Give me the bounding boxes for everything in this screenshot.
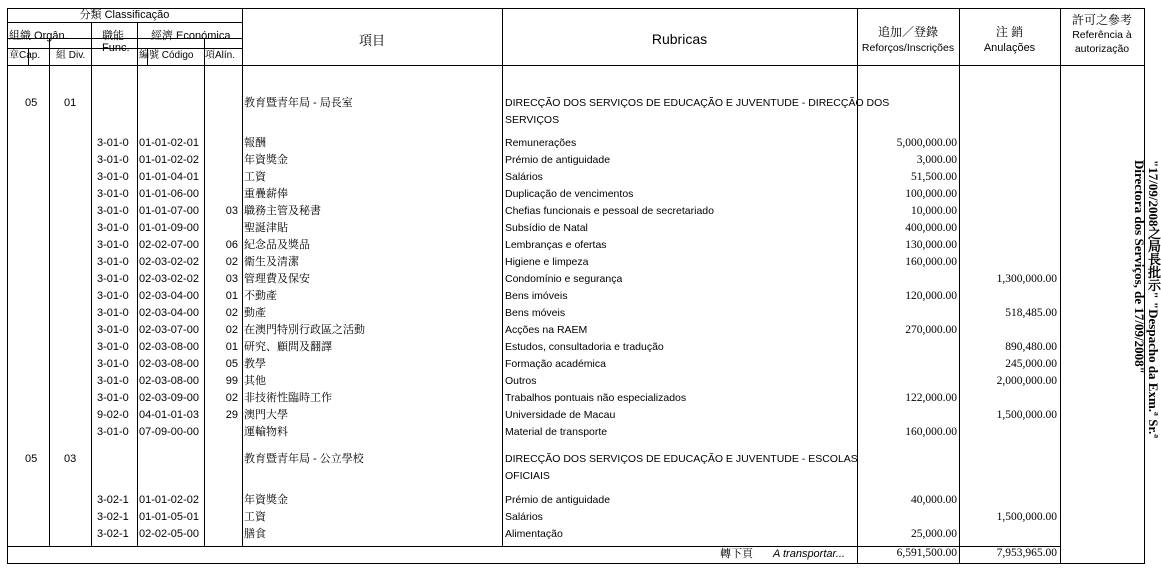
cell-reforcos: 160,000.00 (905, 256, 957, 268)
cell-item-zh: 研究、顧問及翻譯 (244, 341, 332, 353)
header-ref-pt2: autorização (1074, 43, 1130, 55)
cell-rubrica: Remunerações (505, 137, 577, 149)
cell-code: 01-01-09-00 (139, 222, 199, 234)
cell-item-zh: 紀念品及獎品 (244, 239, 310, 251)
header-organ: 組織 Orgân. (9, 30, 68, 42)
header-reforcos-zh: 追加／登錄 (877, 25, 938, 39)
cell-reforcos: 270,000.00 (905, 324, 957, 336)
header-reforcos-pt: Reforços/Inscrições (861, 42, 955, 54)
header-rubricas: Rubricas (651, 31, 708, 47)
cell-code: 02-03-07-00 (139, 324, 199, 336)
cell-alin: 05 (225, 358, 238, 370)
vline-div (91, 22, 92, 547)
cell-item-zh: 年資獎金 (244, 494, 288, 506)
cell-func: 3-02-1 (97, 494, 129, 506)
cell-anulacoes: 1,500,000.00 (996, 511, 1057, 523)
footer-total-anulacoes: 7,953,965.00 (996, 547, 1057, 559)
cell-rubrica: Acções na RAEM (505, 324, 588, 336)
header-alin: 項Alín. (205, 50, 236, 61)
cell-item-zh: 其他 (244, 375, 266, 387)
cell-func: 3-01-0 (97, 290, 129, 302)
header-classificacao: 分類 Classificação (79, 9, 170, 21)
section-title-pt2: OFICIAIS (505, 470, 550, 482)
footer-total-reforcos: 6,591,500.00 (896, 547, 957, 559)
section-div: 01 (64, 97, 77, 109)
vline-cap (49, 38, 50, 547)
cell-func: 3-01-0 (97, 137, 129, 149)
cell-rubrica: Trabalhos pontuais não especializados (505, 392, 687, 404)
cell-reforcos: 122,000.00 (905, 392, 957, 404)
cell-code: 01-01-06-00 (139, 188, 199, 200)
header-cap: 章Cap. (9, 50, 41, 61)
header-economica: 經濟 Económica (151, 30, 231, 42)
cell-rubrica: Prémio de antiguidade (505, 154, 611, 166)
cell-func: 3-01-0 (97, 154, 129, 166)
cell-func: 3-02-1 (97, 511, 129, 523)
cell-rubrica: Salários (505, 171, 543, 183)
cell-alin: 06 (225, 239, 238, 251)
cell-item-zh: 報酬 (244, 137, 266, 149)
section-title-pt2: SERVIÇOS (505, 114, 560, 126)
cell-func: 3-01-0 (97, 324, 129, 336)
cell-func: 3-01-0 (97, 273, 129, 285)
header-anulacoes-zh: 注 銷 (995, 25, 1024, 39)
cell-alin: 03 (225, 205, 238, 217)
cell-item-zh: 不動產 (244, 290, 277, 302)
cell-rubrica: Material de transporte (505, 426, 608, 438)
cell-item-zh: 澳門大學 (244, 409, 288, 421)
cell-func: 9-02-0 (97, 409, 129, 421)
cell-func: 3-01-0 (97, 426, 129, 438)
cell-anulacoes: 1,300,000.00 (996, 273, 1057, 285)
authorization-reference: "17/09/2008之局長批示" "Despacho da Exm.ª Sr.ª Directora dos Serviços, de 17/09/2008" (1132, 160, 1161, 439)
cell-func: 3-01-0 (97, 341, 129, 353)
cell-rubrica: Bens móveis (505, 307, 566, 319)
cell-code: 02-03-02-02 (139, 273, 199, 285)
vline-0 (7, 8, 8, 564)
cell-item-zh: 在澳門特別行政區之活動 (244, 324, 365, 336)
cell-rubrica: Universidade de Macau (505, 409, 616, 421)
header-func-pt: Func. (102, 42, 130, 54)
cell-item-zh: 管理費及保安 (244, 273, 310, 285)
cell-reforcos: 130,000.00 (905, 239, 957, 251)
cell-func: 3-01-0 (97, 358, 129, 370)
footer-label-pt: A transportar... (773, 548, 845, 560)
cell-func: 3-01-0 (97, 375, 129, 387)
cell-rubrica: Chefias funcionais e pessoal de secretariado (505, 205, 714, 217)
cell-alin: 02 (225, 324, 238, 336)
cell-code: 02-03-02-02 (139, 256, 199, 268)
cell-rubrica: Subsídio de Natal (505, 222, 588, 234)
cell-code: 04-01-01-03 (139, 409, 199, 421)
cell-code: 02-03-08-00 (139, 341, 199, 353)
header-div: 組 Div. (56, 50, 86, 61)
section-cap: 05 (25, 453, 38, 465)
cell-rubrica: Prémio de antiguidade (505, 494, 611, 506)
section-div: 03 (64, 453, 77, 465)
header-rule (7, 65, 1145, 66)
cell-reforcos: 100,000.00 (905, 188, 957, 200)
header-ref-zh: 許可之參考 (1071, 13, 1132, 27)
cell-code: 02-03-08-00 (139, 375, 199, 387)
cell-func: 3-01-0 (97, 239, 129, 251)
border-bottom (7, 563, 1145, 564)
cell-anulacoes: 518,485.00 (1005, 307, 1057, 319)
cell-anulacoes: 245,000.00 (1005, 358, 1057, 370)
vline-item (502, 8, 503, 547)
cell-item-zh: 聖誕津貼 (244, 222, 288, 234)
cell-item-zh: 重疊薪俸 (244, 188, 288, 200)
cell-reforcos: 51,500.00 (911, 171, 957, 183)
cell-code: 02-02-05-00 (139, 528, 199, 540)
vline-alin (242, 8, 243, 547)
vline-rubricas (857, 8, 858, 564)
cell-code: 02-03-04-00 (139, 290, 199, 302)
cell-code: 02-02-07-00 (139, 239, 199, 251)
cell-func: 3-01-0 (97, 188, 129, 200)
cell-code: 02-03-08-00 (139, 358, 199, 370)
header-ref-pt1: Referência à (1072, 29, 1132, 41)
cell-code: 02-03-09-00 (139, 392, 199, 404)
cell-rubrica: Formação académica (505, 358, 606, 370)
cell-alin: 99 (225, 375, 238, 387)
cell-code: 01-01-07-00 (139, 205, 199, 217)
cell-item-zh: 運輸物料 (244, 426, 288, 438)
cell-item-zh: 動產 (244, 307, 266, 319)
cell-code: 07-09-00-00 (139, 426, 199, 438)
cell-alin: 02 (225, 307, 238, 319)
cell-anulacoes: 2,000,000.00 (996, 375, 1057, 387)
section-title-zh: 教育暨青年局 - 局長室 (244, 97, 353, 109)
cell-reforcos: 25,000.00 (911, 528, 957, 540)
cell-code: 01-01-02-02 (139, 154, 199, 166)
vline-reforcos (959, 8, 960, 564)
header-codigo: 編號 Código (139, 50, 194, 61)
cell-func: 3-01-0 (97, 392, 129, 404)
cell-rubrica: Condomínio e segurança (505, 273, 623, 285)
cell-func: 3-01-0 (97, 222, 129, 234)
cell-item-zh: 非技術性臨時工作 (244, 392, 332, 404)
cell-alin: 29 (225, 409, 238, 421)
cell-item-zh: 年資獎金 (244, 154, 288, 166)
cell-alin: 02 (225, 392, 238, 404)
cell-code: 01-01-02-01 (139, 137, 199, 149)
cell-func: 3-02-1 (97, 528, 129, 540)
cell-item-zh: 衛生及清潔 (244, 256, 299, 268)
cell-anulacoes: 1,500,000.00 (996, 409, 1057, 421)
cell-alin: 01 (225, 290, 238, 302)
cell-alin: 01 (225, 341, 238, 353)
cell-item-zh: 職務主管及秘書 (244, 205, 321, 217)
cell-rubrica: Duplicação de vencimentos (505, 188, 634, 200)
cell-reforcos: 3,000.00 (916, 154, 957, 166)
vline-anul (1060, 8, 1061, 564)
cell-alin: 02 (225, 256, 238, 268)
cell-item-zh: 工資 (244, 171, 266, 183)
footer-label-zh: 轉下頁 (720, 548, 753, 560)
section-cap: 05 (25, 97, 38, 109)
cell-reforcos: 120,000.00 (905, 290, 957, 302)
cell-reforcos: 160,000.00 (905, 426, 957, 438)
cell-code: 01-01-05-01 (139, 511, 199, 523)
cell-anulacoes: 890,480.00 (1005, 341, 1057, 353)
cell-reforcos: 40,000.00 (911, 494, 957, 506)
header-item: 項目 (358, 33, 385, 48)
header-sub-rule-1 (7, 22, 242, 23)
cell-code: 01-01-04-01 (139, 171, 199, 183)
cell-item-zh: 教學 (244, 358, 266, 370)
section-title-pt: DIRECÇÃO DOS SERVIÇOS DE EDUCAÇÃO E JUVENTUDE - DIRECÇÃO DOS (505, 97, 890, 109)
cell-reforcos: 10,000.00 (911, 205, 957, 217)
cell-alin: 03 (225, 273, 238, 285)
cell-func: 3-01-0 (97, 205, 129, 217)
section-title-pt: DIRECÇÃO DOS SERVIÇOS DE EDUCAÇÃO E JUVENTUDE - ESCOLAS (505, 453, 858, 465)
cell-rubrica: Salários (505, 511, 543, 523)
cell-rubrica: Bens imóveis (505, 290, 568, 302)
section-title-zh: 教育暨青年局 - 公立學校 (244, 453, 364, 465)
cell-rubrica: Lembranças e ofertas (505, 239, 607, 251)
cell-rubrica: Outros (505, 375, 537, 387)
cell-item-zh: 工資 (244, 511, 266, 523)
cell-func: 3-01-0 (97, 307, 129, 319)
cell-reforcos: 5,000,000.00 (896, 137, 957, 149)
header-func-zh: 職能 (102, 30, 124, 42)
cell-func: 3-01-0 (97, 256, 129, 268)
cell-code: 02-03-04-00 (139, 307, 199, 319)
cell-rubrica: Estudos, consultadoria e tradução (505, 341, 664, 353)
header-anulacoes-pt: Anulações (983, 42, 1036, 54)
cell-rubrica: Alimentação (505, 528, 563, 540)
vline-func (137, 22, 138, 547)
cell-reforcos: 400,000.00 (905, 222, 957, 234)
cell-code: 01-01-02-02 (139, 494, 199, 506)
cell-rubrica: Higiene e limpeza (505, 256, 589, 268)
cell-item-zh: 膳食 (244, 528, 266, 540)
cell-func: 3-01-0 (97, 171, 129, 183)
